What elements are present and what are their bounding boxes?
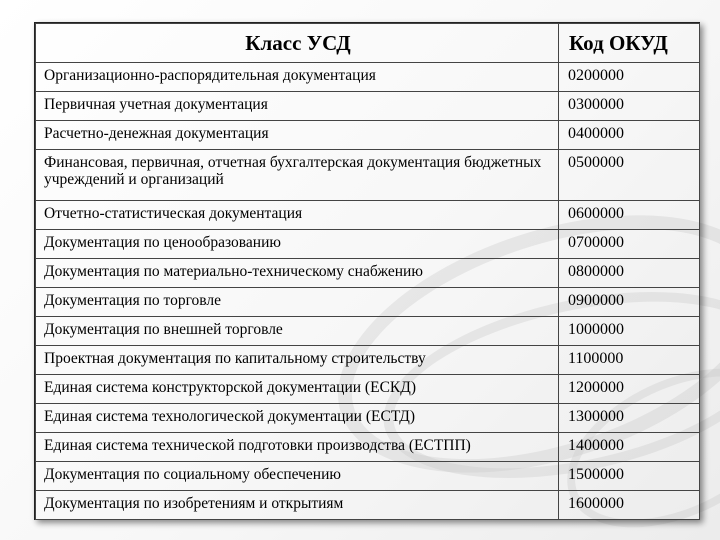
code-cell: 1200000 (559, 375, 700, 404)
table-row (36, 121, 700, 150)
table-row (36, 491, 700, 520)
table-row (36, 150, 700, 201)
usd-okud-table (34, 22, 700, 520)
code-cell: 1500000 (559, 462, 700, 491)
table-row (36, 92, 700, 121)
class-cell: Единая система технической подготовки производства (ЕСТПП) (36, 433, 559, 462)
class-cell: Единая система конструкторской документации (ЕСКД) (36, 375, 559, 404)
code-cell: 1300000 (559, 404, 700, 433)
table-row (36, 288, 700, 317)
code-cell: 0500000 (559, 150, 700, 201)
code-cell: 0800000 (559, 259, 700, 288)
class-cell: Единая система технологической документации (ЕСТД) (36, 404, 559, 433)
table-row (36, 346, 700, 375)
table-row (36, 462, 700, 491)
class-cell: Документация по изобретениям и открытиям (36, 491, 559, 520)
header-code: Код ОКУД (559, 24, 700, 63)
code-cell: 0700000 (559, 230, 700, 259)
code-cell: 1600000 (559, 491, 700, 520)
table-row (36, 317, 700, 346)
table-row (36, 259, 700, 288)
class-cell: Документация по ценообразованию (36, 230, 559, 259)
class-cell: Отчетно-статистическая документация (36, 201, 559, 230)
class-cell: Организационно-распорядительная документация (36, 63, 559, 92)
class-cell: Проектная документация по капитальному строительству (36, 346, 559, 375)
class-cell: Документация по социальному обеспечению (36, 462, 559, 491)
code-cell: 0400000 (559, 121, 700, 150)
table-row (36, 375, 700, 404)
class-cell: Финансовая, первичная, отчетная бухгалтерская документация бюджетных учреждений и организаций (36, 150, 559, 201)
code-cell: 0900000 (559, 288, 700, 317)
code-cell: 0600000 (559, 201, 700, 230)
classification-table (35, 23, 700, 520)
table-row (36, 433, 700, 462)
code-cell: 0200000 (559, 63, 700, 92)
table-row (36, 404, 700, 433)
table-row (36, 63, 700, 92)
table-row (36, 230, 700, 259)
code-cell: 1000000 (559, 317, 700, 346)
class-cell: Первичная учетная документация (36, 92, 559, 121)
header-class: Класс УСД (36, 24, 559, 63)
table-row (36, 201, 700, 230)
class-cell: Документация по материально-техническому снабжению (36, 259, 559, 288)
code-cell: 1100000 (559, 346, 700, 375)
class-cell: Документация по внешней торговле (36, 317, 559, 346)
code-cell: 1400000 (559, 433, 700, 462)
class-cell: Расчетно-денежная документация (36, 121, 559, 150)
code-cell: 0300000 (559, 92, 700, 121)
class-cell: Документация по торговле (36, 288, 559, 317)
header-row (36, 24, 700, 63)
